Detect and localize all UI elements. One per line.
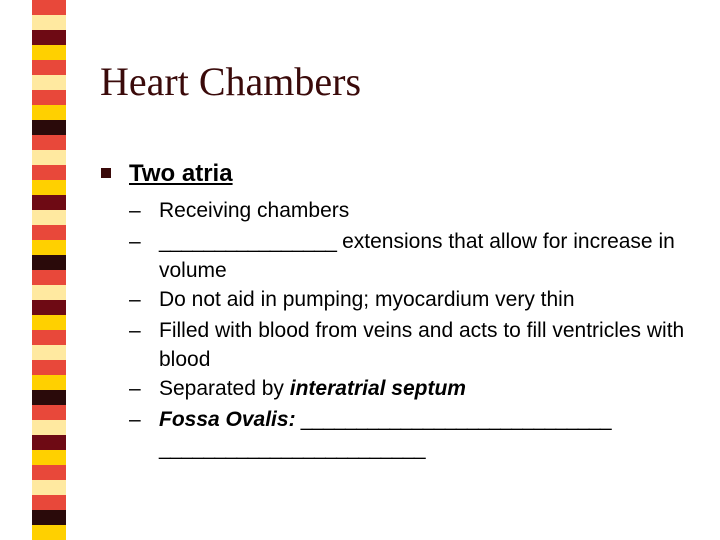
stripe-block [32,165,66,181]
stripe-block [32,315,66,331]
dash-marker: – [129,319,141,342]
sub-bullet-item [126,285,716,314]
stripe-block [32,345,66,361]
stripe-block [32,390,66,406]
stripe-block [32,135,66,151]
stripe-block [32,330,66,346]
stripe-block [32,480,66,496]
stripe-block [32,360,66,376]
stripe-block [32,195,66,211]
fill-in-blank: ____________________________ ________________________ [159,408,612,460]
emphasized-term: interatrial septum [289,377,466,400]
emphasized-term: Fossa Ovalis: [159,408,296,431]
stripe-block [32,180,66,196]
sub-bullet-text: extensions that allow for increase in volume [159,230,675,282]
sub-bullet-item [126,227,716,285]
sub-bullet-text: Receiving chambers [159,199,350,222]
stripe-block [32,45,66,61]
decorative-color-stripe [32,0,66,540]
stripe-block [32,60,66,76]
dash-marker: – [129,288,141,311]
stripe-block [32,465,66,481]
sub-bullet-item [126,405,716,463]
stripe-block [32,435,66,451]
stripe-block [32,210,66,226]
stripe-block [32,450,66,466]
bullet-two-atria: Two atria [129,160,233,187]
sub-bullet-text: Filled with blood from veins and acts to fill ventricles with blood [159,319,685,371]
stripe-block [32,90,66,106]
stripe-block [32,405,66,421]
stripe-block [32,30,66,46]
stripe-block [32,495,66,511]
sub-bullet-item [126,316,716,374]
sub-bullet-list [126,196,716,465]
sub-bullet-item [126,196,716,225]
dash-marker: – [129,230,141,253]
fill-in-blank: ________________ [159,230,337,253]
stripe-block [32,120,66,136]
stripe-block [32,270,66,286]
stripe-block [32,285,66,301]
stripe-block [32,150,66,166]
stripe-block [32,0,66,16]
stripe-block [32,75,66,91]
sub-bullet-item [126,374,716,403]
stripe-block [32,300,66,316]
stripe-block [32,255,66,271]
stripe-block [32,510,66,526]
sub-bullet-text: Do not aid in pumping; myocardium very thin [159,288,575,311]
stripe-block [32,375,66,391]
slide-title: Heart Chambers [100,59,362,104]
sub-bullet-text: Separated by [159,377,290,400]
dash-marker: – [129,377,141,400]
stripe-block [32,525,66,540]
stripe-block [32,15,66,31]
square-bullet-icon [101,168,111,178]
dash-marker: – [129,408,141,431]
stripe-block [32,420,66,436]
stripe-block [32,225,66,241]
stripe-block [32,240,66,256]
stripe-block [32,105,66,121]
dash-marker: – [129,199,141,222]
